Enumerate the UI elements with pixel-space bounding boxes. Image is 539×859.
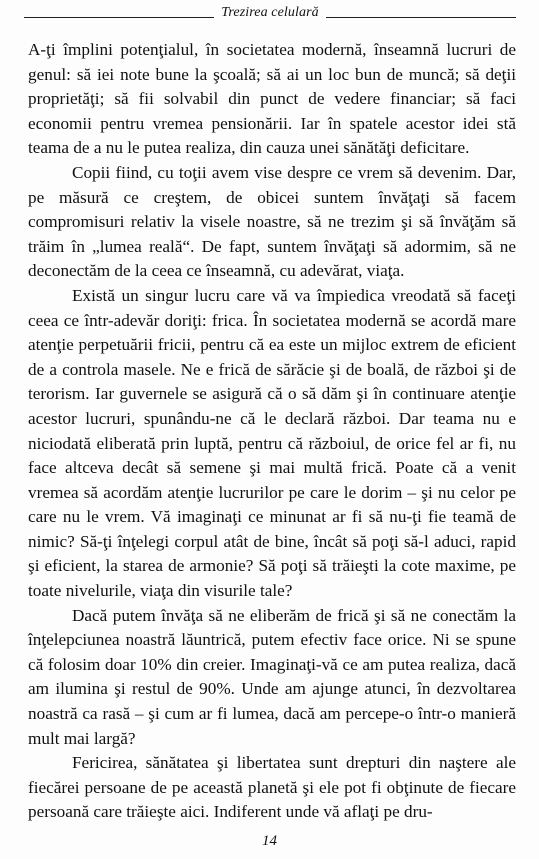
paragraph-5: Fericirea, sănătatea şi libertatea sunt drepturi din naştere ale fiecărei persoane de pe această planetă şi ele pot fi obţinute de fiecare persoană care trăieşte aici. Indiferent unde vă aflaţi pe dru- — [28, 753, 516, 822]
paragraph-1: A-ţi împlini potenţialul, în societatea modernă, înseamnă lucruri de genul: să iei note bune la şcoală; să ai un loc bun de muncă; să deţii proprietăţi; să fii solvabil din punct de vedere financiar; să faci economii pentru vremea pensionării. Iar în spatele acestor idei stă teama de a nu le putea realiza, din cauza unei sănătăţi deficitare. — [28, 40, 516, 158]
paragraph-4: Dacă putem învăţa să ne eliberăm de frică şi să ne conectăm la înţelepciunea noastră lăuntrică, putem efectiv face orice. Ni se spune că folosim doar 10% din creier. Imaginaţi-vă ce am putea realiza, dacă am ilumina şi restul de 90%. Unde am ajunge atunci, în dezvoltarea noastră ca rasă – şi cum ar fi lumea, dacă am percepe-o într-o manieră mult mai largă? — [28, 605, 516, 748]
running-header-title: Trezirea celulară — [221, 5, 319, 20]
paragraph-3: Există un singur lucru care vă va împiedica vreodată să faceţi ceea ce într-adevăr doriţi: frica. În societatea modernă se acordă mare atenţie perpetuării fricii, pentru că ea este un mijloc extrem de eficient de a controla masele. Ne e frică de sărăcie şi de boală, de război şi de terorism. Iar guvernele se asigură că o să dăm şi în continuare atenţie acestor lucruri, spunându-ne că le declară război. Dar teama nu e niciodată eliberată prin luptă, pentru că războiul, de orice fel ar fi, nu face altceva decât să semene şi mai multă frică. Poate că a venit vremea să acordăm atenţie lucrurilor pe care le dorim – şi nu celor pe care nu le vrem. Vă imaginaţi ce minunat ar fi să nu-ţi fie teamă de nimic? Să-ţi înţelegi corpul atât de bine, încât să poţi să-l aduci, rapid şi eficient, la starea de armonie? Să poţi să trăieşti la cote maxime, pe toate nivelurile, viaţa din visurile tale? — [28, 285, 516, 601]
header-rule-left — [24, 17, 214, 18]
header-rule-right — [326, 17, 516, 18]
paragraph-2: Copii fiind, cu toţii avem vise despre ce vrem să devenim. Dar, pe măsură ce creştem, de obicei suntem învăţaţi să facem compromisuri relativ la visele noastre, să ne trezim şi să învăţăm să trăim în „lumea reală“. De fapt, suntem învăţaţi să adormim, să ne deconectăm de la ceea ce înseamnă, cu adevărat, viaţa. — [28, 162, 516, 281]
body-text — [28, 38, 516, 825]
page-number: 14 — [262, 833, 277, 849]
running-header — [24, 4, 516, 22]
